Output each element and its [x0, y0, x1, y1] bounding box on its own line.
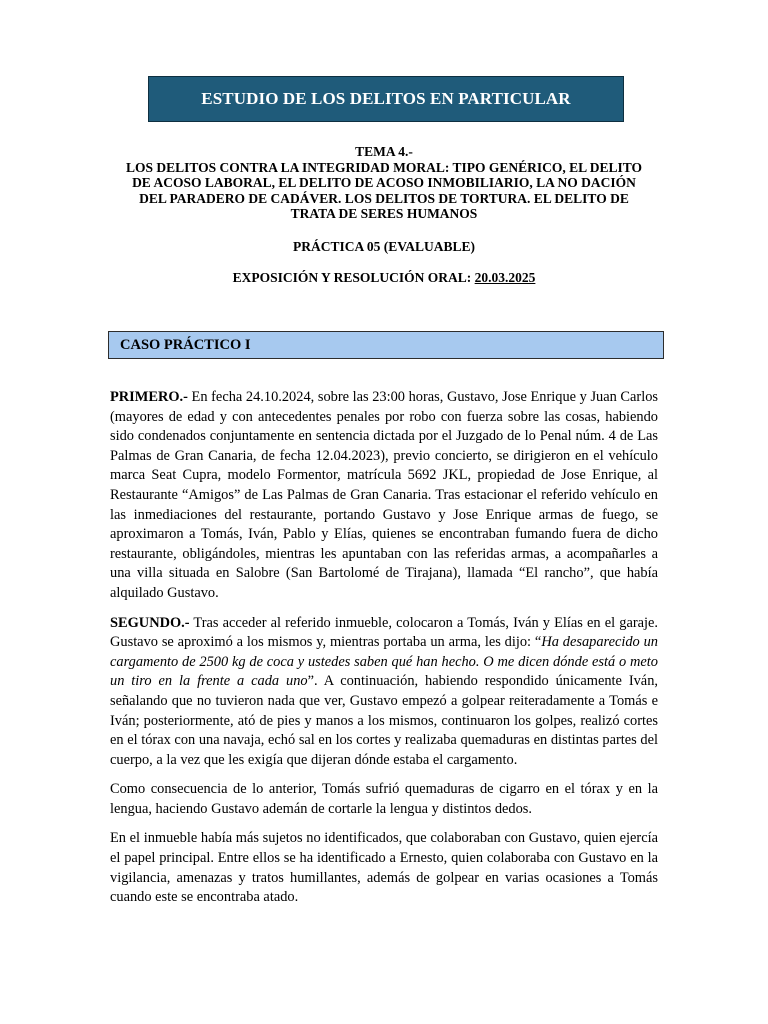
quoted-speech: Ha desaparecido un cargamento de 2500 kg de coca y ustedes saben qué han hecho. O me dicen dónde está o meto un tiro en la frente a cada uno: [110, 634, 659, 690]
paragraph-label: SEGUNDO.-: [110, 614, 190, 631]
topic-line: DE ACOSO LABORAL, EL DELITO DE ACOSO INMOBILIARIO, LA NO DACIÓN: [132, 175, 636, 191]
oral-exposition-label: EXPOSICIÓN Y RESOLUCIÓN ORAL:: [232, 269, 475, 285]
topic-line: TRATA DE SERES HUMANOS: [290, 206, 478, 222]
paragraph-text: Tras acceder al referido inmueble, colocaron a Tomás, Iván y Elías en el garaje. Gustavo se aproximó a los mismos y, mientras portaba un arma, les dijo: “: [110, 614, 658, 651]
main-title: ESTUDIO DE LOS DELITOS EN PARTICULAR: [201, 89, 571, 108]
case-title-banner: [108, 331, 664, 359]
case-body: [110, 388, 658, 918]
oral-exposition-date: 20.03.2025: [474, 269, 536, 285]
paragraph-inmueble: En el inmueble había más sujetos no identificados, que colaboraban con Gustavo, quien ejercía el papel principal. Entre ellos se ha identificado a Ernesto, quien colaboraba con Gustavo en la vigilancia, amenazas y tratos humillantes, además de golpear en varias ocasiones a Tomás cuando este se encontraba atado.: [110, 830, 658, 906]
oral-exposition-line: [100, 270, 668, 286]
main-title-banner: [148, 76, 624, 122]
case-title: CASO PRÁCTICO I: [120, 336, 251, 353]
paragraph-consecuencia: Como consecuencia de lo anterior, Tomás sufrió quemaduras de cigarro en el tórax y en la lengua, haciendo Gustavo ademán de cortarle la lengua y distintos dedos.: [110, 781, 658, 817]
topic-header: [100, 144, 668, 285]
paragraph-text: ”. A continuación, habiendo respondido únicamente Iván, señalando que no tuvieron nada que ver, Gustavo empezó a golpear reiteradamente a Tomás e Iván; posteriormente, ató de pies y manos a los mismos, continuaron los golpes, realizó cortes en el tórax con una navaja, echó sal en los cortes y realizaba quemaduras en distintas partes del cuerpo, a la vez que les exigía que dijeran dónde estaba el cargamento.: [110, 673, 658, 768]
topic-line: LOS DELITOS CONTRA LA INTEGRIDAD MORAL: TIPO GENÉRICO, EL DELITO: [125, 159, 643, 175]
topic-line: TEMA 4.-: [355, 144, 413, 159]
paragraph-primero: [110, 388, 658, 604]
paragraph-segundo: [110, 614, 658, 771]
paragraph-label: PRIMERO.-: [110, 389, 188, 405]
practice-label: PRÁCTICA 05 (EVALUABLE): [292, 238, 476, 254]
paragraph-text: En fecha 24.10.2024, sobre las 23:00 horas, Gustavo, Jose Enrique y Juan Carlos (mayores de edad y con antecedentes penales por robo con fuerza sobre las cosas, habiendo sido condenados conjuntamente en sentencia dictada por el Juzgado de lo Penal núm. 4 de Las Palmas de Gran Canaria, de fecha 12.04.2023), previo concierto, se dirigieron en el vehículo marca Seat Cupra, modelo Formentor, matrícula 5692 JKL, propiedad de Jose Enrique, al Restaurante “Amigos” de Las Palmas de Gran Canaria. Tras estacionar el referido vehículo en las inmediaciones del restaurante, portando Gustavo y Jose Enrique armas de fuego, se aproximaron a Tomás, Iván, Pablo y Elías, quienes se encontraban fumando fuera de dicho restaurante, obligándoles, mientras les apuntaban con las referidas armas, a acompañarles a una villa situada en Salobre (San Bartolomé de Tirajana), llamada “El rancho”, que había alquilado Gustavo.: [110, 389, 658, 601]
topic-line: DEL PARADERO DE CADÁVER. LOS DELITOS DE TORTURA. EL DELITO DE: [139, 190, 629, 206]
